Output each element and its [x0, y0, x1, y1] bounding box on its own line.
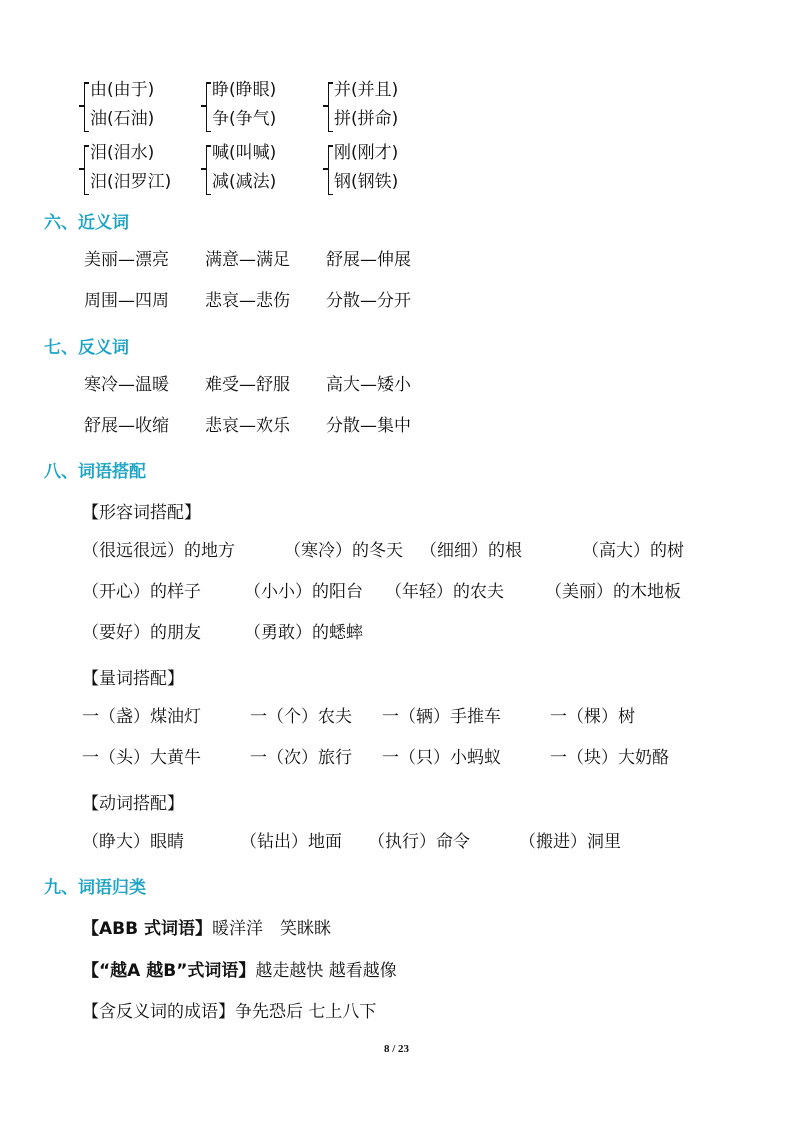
word-pair: 高大—矮小 — [326, 375, 411, 395]
word-pair: 寒冷—温暖 — [84, 375, 169, 395]
word: 并(并且) — [334, 80, 399, 100]
category-label: 【“越A 越B”式词语】 — [82, 961, 256, 981]
word: 油(石油) — [90, 109, 155, 129]
word: 汨(汨罗江) — [90, 172, 172, 192]
phrase: 一（盏）煤油灯 — [82, 707, 201, 727]
category-label: 【ABB 式词语】 — [82, 919, 212, 939]
word: 拼(拼命) — [334, 109, 399, 129]
phrase: （小小）的阳台 — [244, 582, 363, 602]
phrase: （勇敢）的蟋蟀 — [244, 623, 363, 643]
phrase: 一（个）农夫 — [250, 707, 352, 727]
phrase: 一（次）旅行 — [250, 748, 352, 768]
word-pair: 分散—分开 — [326, 291, 411, 311]
phrase: （开心）的样子 — [82, 582, 201, 602]
word: 喊(叫喊) — [212, 143, 277, 163]
phrase: （寒冷）的冬天 — [284, 541, 403, 561]
phrase: 一（只）小蚂蚁 — [382, 748, 501, 768]
category-label: 【含反义词的成语】 — [82, 1002, 235, 1022]
category-row — [82, 997, 376, 1022]
word-pair: 周围—四周 — [84, 291, 169, 311]
section-heading: 八、词语搭配 — [44, 462, 146, 482]
section-heading: 六、近义词 — [44, 213, 129, 233]
phrase: 一（块）大奶酪 — [550, 748, 669, 768]
word: 钢(钢铁) — [334, 172, 399, 192]
phrase: （高大）的树 — [582, 541, 684, 561]
subsection-label: 【形容词搭配】 — [82, 503, 201, 523]
phrase: （睁大）眼睛 — [82, 832, 184, 852]
phrase: 一（棵）树 — [550, 707, 635, 727]
section-heading: 七、反义词 — [44, 338, 129, 358]
phrase: （美丽）的木地板 — [545, 582, 681, 602]
category-row — [82, 956, 397, 981]
phrase: 一（辆）手推车 — [382, 707, 501, 727]
word: 刚(刚才) — [334, 143, 399, 163]
category-words: 争先恐后 七上八下 — [235, 1002, 377, 1022]
word-pair: 舒展—伸展 — [326, 250, 411, 270]
section-heading: 九、词语归类 — [44, 878, 146, 898]
word: 泪(泪水) — [90, 143, 155, 163]
word-pair: 舒展—收缩 — [84, 416, 169, 436]
word-pair: 分散—集中 — [326, 416, 411, 436]
word: 睁(睁眼) — [212, 80, 277, 100]
category-row — [82, 914, 331, 939]
word-pair: 美丽—漂亮 — [84, 250, 169, 270]
phrase: （钻出）地面 — [240, 832, 342, 852]
category-words: 暖洋洋 笑眯眯 — [212, 919, 331, 939]
phrase: （执行）命令 — [368, 832, 470, 852]
word-pair: 难受—舒服 — [205, 375, 290, 395]
word: 争(争气) — [212, 109, 277, 129]
subsection-label: 【动词搭配】 — [82, 794, 184, 814]
phrase: （细细）的根 — [420, 541, 522, 561]
phrase: （搬进）洞里 — [519, 832, 621, 852]
category-words: 越走越快 越看越像 — [255, 961, 397, 981]
phrase: （很远很远）的地方 — [82, 541, 235, 561]
word-pair: 悲哀—欢乐 — [205, 416, 290, 436]
word: 减(减法) — [212, 172, 277, 192]
phrase: （要好）的朋友 — [82, 623, 201, 643]
phrase: 一（头）大黄牛 — [82, 748, 201, 768]
word: 由(由于) — [90, 80, 155, 100]
page-number: 8 / 23 — [383, 1043, 410, 1055]
word-pair: 悲哀—悲伤 — [205, 291, 290, 311]
subsection-label: 【量词搭配】 — [82, 669, 184, 689]
phrase: （年轻）的农夫 — [385, 582, 504, 602]
word-pair: 满意—满足 — [205, 250, 290, 270]
